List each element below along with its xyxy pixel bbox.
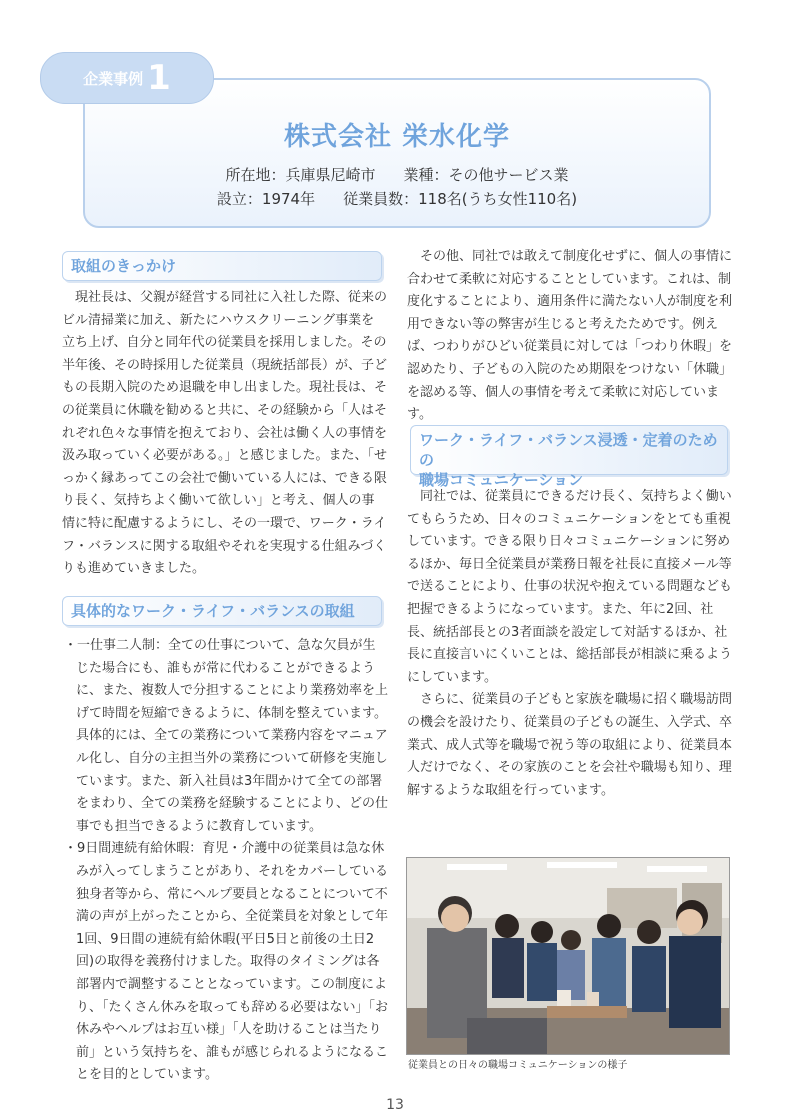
section-body-other [407,246,732,427]
company-info-line-2 [85,188,709,209]
section-heading-line-1: ワーク・ライフ・バランス浸透・定着のための [419,431,718,469]
company-info-line-1 [85,164,709,185]
company-founded: 設立：1974年 [216,190,316,208]
company-name: 株式会社 栄水化学 [283,122,511,152]
section-body-trigger [62,287,387,581]
section-body-concrete [58,635,388,1087]
page-number: 13 [386,1097,404,1113]
paragraph: 現社長は、父親が経営する同社に入社した際、従来のビル清掃業に加え、新たにハウスクリーニング事業を立ち上げ、自分と同年代の従業員を採用しました。その半年後、その時採用した従業員（現統括部長）が、子どもの長期入院のため退職を申し出ました。現社長は、その従業員に休職を勧めると共に、その経験から「人はそれぞれ色々な事情を抱えており、会社は働く人の事情を汲み取っていく必要がある。」と感じました。また、「せっかく縁あってこの会社で働いている人には、できる限り長く、気持ちよく働いて欲しい」と考え、個人の事情に特に配慮するようにし、その一環で、ワーク・ライフ・バランスに関する取組やそれを実現する仕組みづくりも進めていきました。 [62,290,388,577]
company-industry: 業種：その他サービス業 [403,166,569,184]
office-photo [406,857,730,1055]
photo-caption: 従業員との日々の職場コミュニケーションの様子 [408,1060,628,1071]
office-photo-illustration [407,858,729,1054]
paragraph: その他、同社では敢えて制度化せずに、個人の事情に合わせて柔軟に対応することとしています。これは、制度化することにより、適用条件に満たない人が制度を利用できない等の弊害が生じると考えたためです。例えば、つわりがひどい従業員に対しては「つわり休暇」を認めたり、子どもの入院のため期限をつけない「休職」を認める等、個人の事情を考えて柔軟に対応しています。 [407,249,733,423]
list-item: ・9日間連続有給休暇：育児・介護中の従業員は急な休みが入ってしまうことがあり、それをカバーしている独身者等から、常にヘルプ要員となることについて不満の声が上がったことから、全従業員を対象として年1回、9日間の連続有給休暇(平日5日と前後の土日2回)の取得を義務付けました。取得のタイミングは各部署内で調整することとなっています。この制度により、「たくさん休みを取っても辞める必要はない」「お休みやヘルプはお互い様」「人を助けることは当たり前」という気持ちを、誰もが感じられるようになることを目的としています。 [64,841,389,1083]
section-heading-line-2: 職場コミュニケーション [419,471,584,489]
section-heading-trigger: 取組のきっかけ [62,251,382,281]
case-study-tag [40,52,214,104]
section-heading-concrete: 具体的なワーク・ライフ・バランスの取組 [62,596,382,626]
list-item: ・一仕事二人制：全ての仕事について、急な欠員が生じた場合にも、誰もが常に代わることができるように、また、複数人で分担することにより業務効率を上げて時間を短縮できるように、体制を整えています。具体的には、全ての業務について業務内容をマニュアル化し、自分の主担当外の業務について研修を実施しています。また、新入社員は3年間かけて全ての部署をまわり、全ての業務を経験することにより、どの仕事でも担当できるように教育しています。 [64,638,389,834]
paragraph: 同社では、従業員にできるだけ長く、気持ちよく働いてもらうため、日々のコミュニケーションをとても重視しています。できる限り日々コミュニケーションに努めるほか、毎日全従業員が業務日報を社長に直接メール等で送ることにより、仕事の状況や抱えている問題なども把握できるようになっています。また、年に2回、社長、統括部長との3者面談を設定して対話するほか、社長に直接言いにくいことは、総括部長が相談に乗るようにしています。 [407,489,733,685]
case-study-number: 1 [147,58,171,98]
section-heading-communication [410,425,728,489]
section-body-communication [407,486,732,802]
company-employees: 従業員数：118名(うち女性110名) [343,190,578,208]
paragraph: さらに、従業員の子どもと家族を職場に招く職場訪問の機会を設けたり、従業員の子どもの誕生、入学式、卒業式、成人式等を職場で祝う等の取組により、従業員本人だけでなく、その家族のことを会社や職場も知り、理解するような取組を行っています。 [407,692,733,798]
company-location: 所在地：兵庫県尼崎市 [225,166,376,184]
case-study-label: 企業事例 [83,69,144,88]
